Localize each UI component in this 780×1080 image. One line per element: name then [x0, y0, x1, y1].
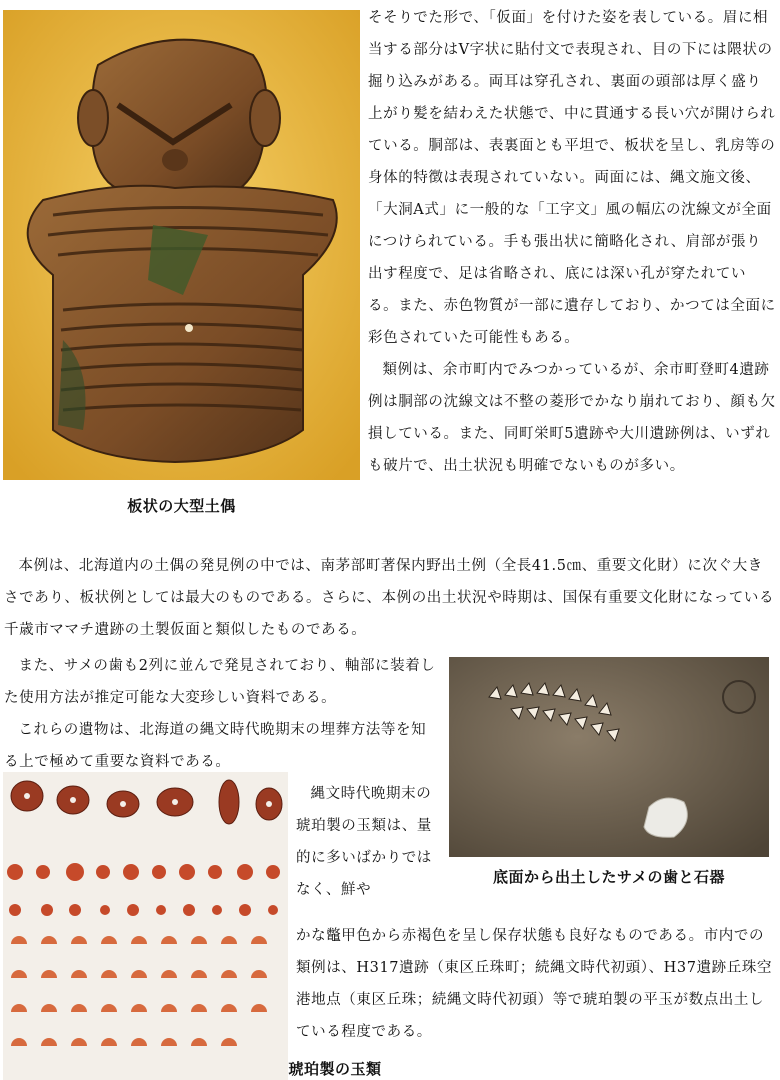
figure2-caption: 底面から出土したサメの歯と石器	[493, 868, 725, 886]
dogu-photo	[3, 10, 360, 480]
shark-teeth-photo	[449, 657, 769, 857]
comparison-text	[4, 550, 776, 646]
figure1-caption: 板状の大型土偶	[127, 497, 236, 515]
shark-paragraph-2: これらの遺物は、北海道の縄文時代晩期末の埋葬方法等を知る上で極めて重要な資料である。	[4, 722, 427, 770]
amber-paragraph-start: 縄文時代晩期末の琥珀製の玉類は、量的に多いばかりではなく、鮮や	[296, 786, 432, 898]
intro-paragraph-2: 類例は、余市町内でみつかっているが、余市町登町4遺跡例は胴部の沈線文は不整の菱形でかなり崩れており、顔も欠損している。また、同町栄町5遺跡や大川遺跡例は、いずれも破片で、出土状況も明確でないものが多い。	[368, 362, 776, 474]
amber-text-narrow	[296, 778, 446, 906]
intro-paragraph-1: そそりでた形で、「仮面」を付けた姿を表している。眉に相当する部分はV字状に貼付文で表現され、目の下には隈状の掘り込みがある。両耳は穿孔され、裏面の頭部は厚く盛り上がり髪を結わえた状態で、中に貫通する長い穴が開けられている。胴部は、表裏面とも平坦で、板状を呈し、乳房等の身体的特徴は表現されていない。両面には、縄文施文後、「大洞A式」に一般的な「工字文」風の幅広の沈線文が全面につけられている。手も張出状に簡略化され、肩部が張り出す程度で、足は省略され、底には深い孔が穿たれている。また、赤色物質が一部に遺存しており、かつては全面に彩色されていた可能性もある。	[368, 10, 776, 346]
shark-paragraph-1: また、サメの歯も2列に並んで発見されており、軸部に装着した使用方法が推定可能な大変珍しい資料である。	[4, 658, 436, 706]
comparison-paragraph: 本例は、北海道内の土偶の発見例の中では、南茅部町著保内野出土例（全長41.5㎝、重要文化財）に次ぐ大きさであり、板状例としては最大のものである。さらに、本例の出土状況や時期は、国保有重要文化財になっている千歳市ママチ遺跡の土製仮面と類似したものである。	[4, 558, 775, 638]
figure3-caption: 琥珀製の玉類	[288, 1060, 382, 1078]
intro-text	[368, 2, 776, 482]
amber-beads-photo	[3, 772, 288, 1080]
amber-paragraph-continued: かな鼈甲色から赤褐色を呈し保存状態も良好なものである。市内での類例は、H317遺跡（東区丘珠町；続縄文時代初頭）、H37遺跡丘珠空港地点（東区丘珠；続縄文時代初頭）等で琥珀製の平玉が数点出土している程度である。	[296, 928, 773, 1040]
shark-text	[4, 650, 440, 778]
amber-text-wide	[296, 920, 776, 1048]
